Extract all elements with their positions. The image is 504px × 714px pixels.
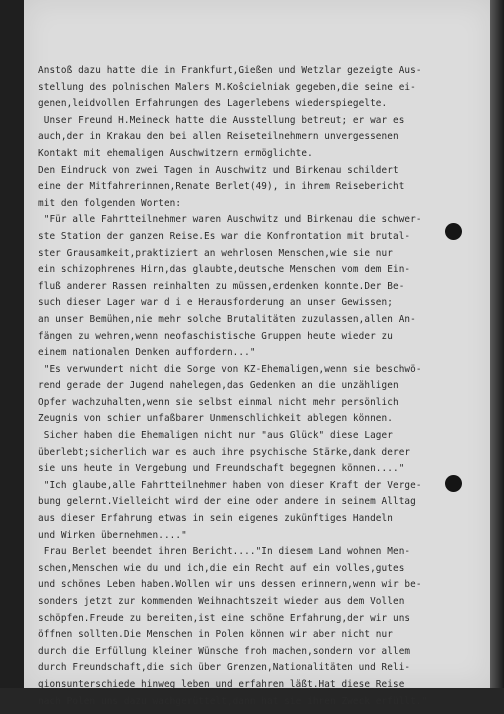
text-line: durch Freundschaft,die sich über Grenzen,Nationalitäten und Reli- bbox=[38, 662, 411, 674]
text-line: such dieser Lager war d i e Herausforderung an unser Gewissen; bbox=[38, 297, 393, 309]
text-line: sonders jetzt zur kommenden Weihnachtszeit wieder aus dem Vollen bbox=[38, 596, 405, 607]
text-line: öffnen sollten.Die Menschen in Polen können wir aber nicht nur bbox=[38, 629, 393, 641]
text-line: auch,der in Krakau den bei allen Reiseteilnehmern unvergessenen bbox=[38, 131, 399, 143]
text-line: überlebt;sicherlich war es auch ihre psychische Stärke,dank derer bbox=[38, 446, 411, 458]
text-line: schen,Menschen wie du und ich,die ein Recht auf ein volles,gutes bbox=[38, 562, 405, 574]
text-line: mit den folgenden Worten: bbox=[38, 197, 182, 209]
text-line: fluß anderer Rassen reinhalten zu müssen,erdenken konnte.Der Be- bbox=[38, 280, 405, 292]
text-line: Kontakt mit ehemaligen Auschwitzern ermöglichte. bbox=[38, 147, 313, 159]
text-line: gionsunterschiede hinweg leben und erfahren läßt.Hat diese Reise bbox=[38, 678, 405, 690]
text-line: "Für alle Fahrtteilnehmer waren Auschwitz und Birkenau die schwer- bbox=[38, 214, 422, 226]
text-line: an unser Bemühen,nie mehr solche Brutalitäten zuzulassen,allen An- bbox=[38, 313, 416, 325]
text-line: genen,leidvollen Erfahrungen des Lagerlebens wiederspiegelte. bbox=[38, 98, 388, 110]
text-line: Unser Freund H.Meineck hatte die Ausstellung betreut; er war es bbox=[38, 114, 405, 126]
text-line: ein schizophrenes Hirn,das glaubte,deutsche Menschen vom dem Ein- bbox=[38, 264, 411, 276]
text-line: Anstoß dazu hatte die in Frankfurt,Gießen und Wetzlar gezeigte Aus- bbox=[38, 65, 422, 76]
text-line: "Es verwundert nicht die Sorge von KZ-Ehemaligen,wenn sie beschwö- bbox=[38, 363, 422, 375]
text-line: einem nationalen Denken auffordern..." bbox=[38, 347, 256, 359]
text-line: fängen zu wehren,wenn neofaschistische Gruppen heute wieder zu bbox=[38, 330, 393, 342]
text-line: schöpfen.Freude zu bereiten,ist eine schöne Erfahrung,der wir uns bbox=[38, 612, 411, 624]
text-line: Opfer wachzuhalten,wenn sie selbst einmal nicht mehr persönlich bbox=[38, 396, 399, 408]
text-line: "Ich glaube,alle Fahrtteilnehmer haben von dieser Kraft der Verge- bbox=[38, 479, 422, 491]
text-line: Zeugnis von schier unfaßbarer Unmenschlichkeit ablegen können. bbox=[38, 413, 393, 425]
text-line: rend gerade der Jugend nahelegen,das Gedenken an die unzähligen bbox=[38, 380, 399, 392]
text-line: und schönes Leben haben.Wollen wir uns dessen erinnern,wenn wir be- bbox=[38, 579, 422, 591]
text-line: nach Polen uns dazu wachgerüttelt,dann hat sie ihren Zweck erfüllt." bbox=[38, 695, 428, 707]
text-line: bung gelernt.Vielleicht wird der eine oder andere in seinem Alltag bbox=[38, 496, 416, 508]
text-line: Sicher haben die Ehemaligen nicht nur "aus Glück" diese Lager bbox=[38, 430, 393, 442]
text-line: aus dieser Erfahrung etwas in sein eigenes zukünftiges Handeln bbox=[38, 513, 393, 525]
typewritten-text-body bbox=[38, 63, 480, 710]
text-line: stellung des polnischen Malers M.Koŝcielniak gegeben,die seine ei- bbox=[38, 81, 416, 93]
text-line: durch die Erfüllung kleiner Wünsche froh machen,sondern vor allem bbox=[38, 645, 411, 657]
text-line: und Wirken übernehmen...." bbox=[38, 529, 187, 541]
text-line: sie uns heute in Vergebung und Freundschaft begegnen können...." bbox=[38, 463, 405, 475]
text-line: Frau Berlet beendet ihren Bericht...."In diesem Land wohnen Men- bbox=[38, 546, 411, 558]
text-line: eine der Mitfahrerinnen,Renate Berlet(49), in ihrem Reisebericht bbox=[38, 181, 405, 193]
text-line: ste Station der ganzen Reise.Es war die Konfrontation mit brutal- bbox=[38, 230, 411, 242]
text-line: Den Eindruck von zwei Tagen in Auschwitz und Birkenau schildert bbox=[38, 164, 399, 176]
page-edge-shadow bbox=[490, 0, 504, 714]
text-line: ster Grausamkeit,praktiziert an wehrlosen Menschen,wie sie nur bbox=[38, 247, 393, 259]
